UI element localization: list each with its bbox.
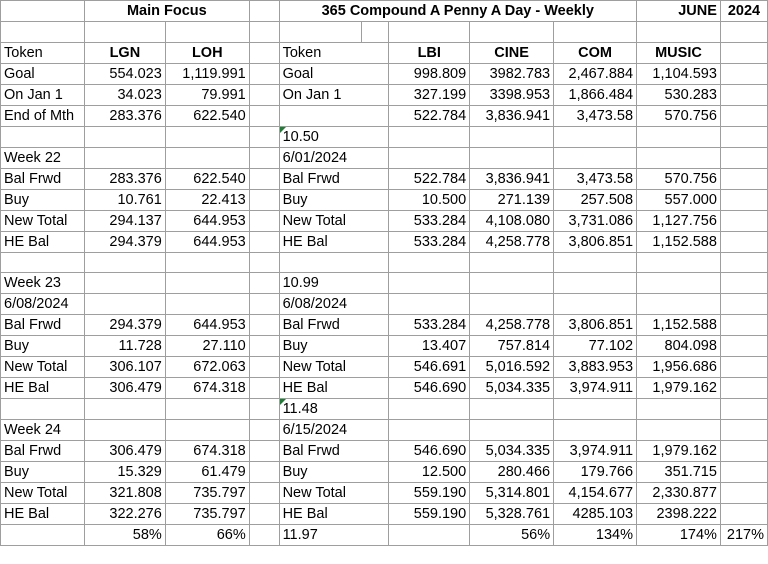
com-value[interactable]: 3,806.851 xyxy=(554,231,637,252)
music-value[interactable]: 2398.222 xyxy=(637,504,721,525)
cine-value[interactable] xyxy=(470,273,554,294)
row-label-left[interactable] xyxy=(1,525,85,546)
cell[interactable] xyxy=(720,483,767,504)
row-label-left[interactable] xyxy=(1,252,85,273)
lbi-value[interactable]: 522.784 xyxy=(389,168,470,189)
music-value[interactable]: 557.000 xyxy=(637,189,721,210)
cell[interactable] xyxy=(249,231,279,252)
music-value[interactable]: 570.756 xyxy=(637,105,721,126)
lbi-value[interactable]: 546.691 xyxy=(389,357,470,378)
lbi-value[interactable] xyxy=(389,399,470,420)
com-value[interactable]: 4,154.677 xyxy=(554,483,637,504)
lbi-value[interactable] xyxy=(389,420,470,441)
music-value[interactable] xyxy=(637,147,721,168)
lgn-value[interactable]: 294.137 xyxy=(84,210,165,231)
cell[interactable] xyxy=(249,168,279,189)
cell[interactable] xyxy=(249,210,279,231)
row-label-left[interactable]: New Total xyxy=(1,210,85,231)
cine-value[interactable]: 757.814 xyxy=(470,336,554,357)
cell[interactable] xyxy=(249,105,279,126)
cell[interactable] xyxy=(249,441,279,462)
loh-value[interactable] xyxy=(165,147,249,168)
cell[interactable] xyxy=(249,1,279,22)
cell[interactable] xyxy=(249,42,279,63)
row-label-left[interactable] xyxy=(1,399,85,420)
cine-value[interactable] xyxy=(470,399,554,420)
table-row xyxy=(1,294,768,315)
lbi-value[interactable]: 522.784 xyxy=(389,105,470,126)
loh-value[interactable]: 27.110 xyxy=(165,336,249,357)
row-label-left[interactable]: Week 22 xyxy=(1,147,85,168)
cell[interactable] xyxy=(720,84,767,105)
lgn-value[interactable]: 294.379 xyxy=(84,315,165,336)
lgn-value[interactable]: 306.479 xyxy=(84,378,165,399)
lgn-value[interactable]: 321.808 xyxy=(84,483,165,504)
music-value[interactable]: 1,979.162 xyxy=(637,378,721,399)
row-label-right[interactable]: HE Bal xyxy=(279,504,389,525)
cell[interactable] xyxy=(720,294,767,315)
lbi-value[interactable]: 10.500 xyxy=(389,189,470,210)
row-label-left[interactable] xyxy=(1,126,85,147)
lbi-value[interactable]: 327.199 xyxy=(389,84,470,105)
loh-value[interactable]: 622.540 xyxy=(165,105,249,126)
loh-value[interactable]: 66% xyxy=(165,525,249,546)
lgn-value[interactable]: 322.276 xyxy=(84,504,165,525)
row-label-right[interactable]: Bal Frwd xyxy=(279,441,389,462)
table-row xyxy=(1,210,768,231)
loh-value[interactable] xyxy=(165,420,249,441)
cell[interactable] xyxy=(720,462,767,483)
lgn-value[interactable] xyxy=(84,126,165,147)
loh-value[interactable]: 735.797 xyxy=(165,504,249,525)
cell[interactable] xyxy=(1,22,85,43)
loh-value[interactable]: 1,119.991 xyxy=(165,63,249,84)
lgn-value[interactable] xyxy=(84,420,165,441)
lbi-value[interactable]: 559.190 xyxy=(389,504,470,525)
loh-value[interactable]: 622.540 xyxy=(165,168,249,189)
cell[interactable] xyxy=(720,420,767,441)
table-row xyxy=(1,63,768,84)
lbi-value[interactable]: 533.284 xyxy=(389,210,470,231)
row-label-left[interactable]: Week 23 xyxy=(1,273,85,294)
cine-value[interactable]: 3,836.941 xyxy=(470,105,554,126)
music-value[interactable]: 1,104.593 xyxy=(637,63,721,84)
cine-value[interactable]: 3982.783 xyxy=(470,63,554,84)
cell[interactable] xyxy=(249,252,279,273)
music-value[interactable]: 1,152.588 xyxy=(637,315,721,336)
com-value[interactable] xyxy=(554,147,637,168)
loh-value[interactable] xyxy=(165,126,249,147)
loh-value[interactable]: 22.413 xyxy=(165,189,249,210)
cine-value[interactable] xyxy=(470,147,554,168)
row-label-right[interactable]: 6/15/2024 xyxy=(279,420,389,441)
com-value[interactable] xyxy=(554,126,637,147)
month-cell[interactable]: JUNE xyxy=(637,1,721,22)
table-row xyxy=(1,84,768,105)
cell[interactable] xyxy=(637,22,721,43)
lgn-header[interactable]: LGN xyxy=(84,42,165,63)
table-row xyxy=(1,126,768,147)
table-row xyxy=(1,399,768,420)
music-value[interactable]: 804.098 xyxy=(637,336,721,357)
cine-value[interactable]: 56% xyxy=(470,525,554,546)
lbi-value[interactable]: 12.500 xyxy=(389,462,470,483)
lgn-value[interactable]: 34.023 xyxy=(84,84,165,105)
row-label-left[interactable]: End of Mth xyxy=(1,105,85,126)
music-value[interactable] xyxy=(637,273,721,294)
cell[interactable] xyxy=(249,315,279,336)
row-label-right[interactable]: New Total xyxy=(279,357,389,378)
cine-value[interactable]: 271.139 xyxy=(470,189,554,210)
cine-value[interactable]: 4,108.080 xyxy=(470,210,554,231)
cell[interactable] xyxy=(720,189,767,210)
row-label-right[interactable] xyxy=(279,252,389,273)
lgn-value[interactable]: 554.023 xyxy=(84,63,165,84)
cell[interactable] xyxy=(165,22,249,43)
loh-value[interactable]: 735.797 xyxy=(165,483,249,504)
cell[interactable] xyxy=(720,252,767,273)
row-label-right[interactable]: 10.50 xyxy=(279,126,389,147)
column-header-row xyxy=(1,42,768,63)
cell[interactable] xyxy=(554,22,637,43)
lgn-value[interactable] xyxy=(84,273,165,294)
row-label-left[interactable]: New Total xyxy=(1,483,85,504)
cell[interactable] xyxy=(362,22,389,43)
music-value[interactable] xyxy=(637,252,721,273)
lbi-value[interactable]: 546.690 xyxy=(389,378,470,399)
cine-value[interactable]: 3,836.941 xyxy=(470,168,554,189)
row-label-right[interactable]: Buy xyxy=(279,189,389,210)
cine-value[interactable]: 5,314.801 xyxy=(470,483,554,504)
cell[interactable] xyxy=(720,504,767,525)
lgn-value[interactable]: 11.728 xyxy=(84,336,165,357)
music-value[interactable] xyxy=(637,294,721,315)
lbi-header[interactable]: LBI xyxy=(389,42,470,63)
table-row xyxy=(1,525,768,546)
loh-value[interactable] xyxy=(165,399,249,420)
table-row xyxy=(1,483,768,504)
loh-value[interactable]: 644.953 xyxy=(165,231,249,252)
row-label-right[interactable]: 6/01/2024 xyxy=(279,147,389,168)
lgn-value[interactable]: 294.379 xyxy=(84,231,165,252)
cell[interactable] xyxy=(249,420,279,441)
cell[interactable] xyxy=(720,105,767,126)
row-label-left[interactable]: Bal Frwd xyxy=(1,168,85,189)
com-value[interactable]: 179.766 xyxy=(554,462,637,483)
lgn-value[interactable]: 283.376 xyxy=(84,105,165,126)
table-row xyxy=(1,168,768,189)
row-label-right[interactable]: 10.99 xyxy=(279,273,389,294)
table-row xyxy=(1,231,768,252)
com-value[interactable] xyxy=(554,252,637,273)
music-value[interactable]: 351.715 xyxy=(637,462,721,483)
table-row xyxy=(1,189,768,210)
cine-value[interactable]: 5,034.335 xyxy=(470,378,554,399)
cell[interactable] xyxy=(720,126,767,147)
main-focus-title[interactable]: Main Focus xyxy=(84,1,249,22)
com-value[interactable]: 2,467.884 xyxy=(554,63,637,84)
lbi-value[interactable]: 998.809 xyxy=(389,63,470,84)
row-label-left[interactable]: HE Bal xyxy=(1,231,85,252)
cell[interactable] xyxy=(470,22,554,43)
cell[interactable] xyxy=(249,84,279,105)
row-label-right[interactable]: 11.48 xyxy=(279,399,389,420)
lbi-value[interactable] xyxy=(389,273,470,294)
cine-value[interactable]: 3398.953 xyxy=(470,84,554,105)
loh-value[interactable]: 674.318 xyxy=(165,441,249,462)
cell[interactable] xyxy=(720,147,767,168)
row-label-right[interactable]: 6/08/2024 xyxy=(279,294,389,315)
year-cell[interactable]: 2024 xyxy=(720,1,767,22)
music-value[interactable] xyxy=(637,126,721,147)
extra-value[interactable]: 217% xyxy=(720,525,767,546)
com-value[interactable]: 3,974.911 xyxy=(554,441,637,462)
cell[interactable] xyxy=(249,504,279,525)
lgn-value[interactable]: 306.479 xyxy=(84,441,165,462)
row-label-left[interactable]: On Jan 1 xyxy=(1,84,85,105)
com-value[interactable]: 3,473.58 xyxy=(554,168,637,189)
table-row xyxy=(1,462,768,483)
cell[interactable] xyxy=(720,336,767,357)
table-row xyxy=(1,273,768,294)
row-label-right[interactable]: New Total xyxy=(279,210,389,231)
row-label-left[interactable]: HE Bal xyxy=(1,378,85,399)
row-label-left[interactable]: Week 24 xyxy=(1,420,85,441)
table-row xyxy=(1,378,768,399)
cine-value[interactable]: 5,328.761 xyxy=(470,504,554,525)
loh-value[interactable]: 644.953 xyxy=(165,210,249,231)
com-value[interactable]: 4285.103 xyxy=(554,504,637,525)
cell[interactable] xyxy=(249,525,279,546)
music-value[interactable]: 1,127.756 xyxy=(637,210,721,231)
cine-value[interactable]: 280.466 xyxy=(470,462,554,483)
cell[interactable] xyxy=(720,22,767,43)
cell[interactable] xyxy=(249,147,279,168)
row-label-right[interactable]: Goal xyxy=(279,63,389,84)
lbi-value[interactable] xyxy=(389,252,470,273)
com-header[interactable]: COM xyxy=(554,42,637,63)
lgn-value[interactable] xyxy=(84,294,165,315)
row-label-right[interactable]: On Jan 1 xyxy=(279,84,389,105)
cell[interactable] xyxy=(720,231,767,252)
lbi-value[interactable] xyxy=(389,147,470,168)
music-value[interactable] xyxy=(637,420,721,441)
lbi-value[interactable] xyxy=(389,126,470,147)
lgn-value[interactable]: 10.761 xyxy=(84,189,165,210)
lbi-value[interactable]: 533.284 xyxy=(389,231,470,252)
cell[interactable] xyxy=(720,357,767,378)
cell[interactable] xyxy=(249,189,279,210)
loh-value[interactable]: 61.479 xyxy=(165,462,249,483)
com-value[interactable]: 3,974.911 xyxy=(554,378,637,399)
loh-value[interactable]: 672.063 xyxy=(165,357,249,378)
lgn-value[interactable]: 283.376 xyxy=(84,168,165,189)
table-row xyxy=(1,357,768,378)
com-value[interactable]: 3,731.086 xyxy=(554,210,637,231)
cell[interactable] xyxy=(249,462,279,483)
cell[interactable] xyxy=(1,1,85,22)
row-label-left[interactable]: Bal Frwd xyxy=(1,441,85,462)
com-value[interactable]: 77.102 xyxy=(554,336,637,357)
row-label-left[interactable]: Buy xyxy=(1,336,85,357)
lgn-value[interactable] xyxy=(84,147,165,168)
row-label-left[interactable]: New Total xyxy=(1,357,85,378)
cell[interactable] xyxy=(720,210,767,231)
com-value[interactable]: 3,806.851 xyxy=(554,315,637,336)
loh-value[interactable]: 674.318 xyxy=(165,378,249,399)
table-row xyxy=(1,504,768,525)
row-label-left[interactable]: Goal xyxy=(1,63,85,84)
cell[interactable] xyxy=(720,42,767,63)
cell[interactable] xyxy=(720,168,767,189)
cell[interactable] xyxy=(249,336,279,357)
lbi-value[interactable]: 559.190 xyxy=(389,483,470,504)
token-label-right[interactable]: Token xyxy=(279,42,389,63)
cell[interactable] xyxy=(720,273,767,294)
lgn-value[interactable] xyxy=(84,252,165,273)
com-value[interactable] xyxy=(554,420,637,441)
token-label-left[interactable]: Token xyxy=(1,42,85,63)
com-value[interactable] xyxy=(554,399,637,420)
cine-value[interactable] xyxy=(470,252,554,273)
table-row xyxy=(1,441,768,462)
cell[interactable] xyxy=(389,22,470,43)
com-value[interactable]: 257.508 xyxy=(554,189,637,210)
loh-value[interactable]: 644.953 xyxy=(165,315,249,336)
loh-value[interactable] xyxy=(165,294,249,315)
lgn-value[interactable]: 58% xyxy=(84,525,165,546)
row-label-right[interactable] xyxy=(279,105,389,126)
lbi-value[interactable] xyxy=(389,294,470,315)
row-label-right[interactable]: HE Bal xyxy=(279,378,389,399)
cell[interactable] xyxy=(720,378,767,399)
cine-value[interactable]: 4,258.778 xyxy=(470,315,554,336)
cine-value[interactable] xyxy=(470,294,554,315)
com-value[interactable]: 1,866.484 xyxy=(554,84,637,105)
row-label-left[interactable]: Buy xyxy=(1,189,85,210)
cell[interactable] xyxy=(249,273,279,294)
table-row xyxy=(1,105,768,126)
music-value[interactable] xyxy=(637,399,721,420)
cell[interactable] xyxy=(249,22,279,43)
com-value[interactable]: 3,473.58 xyxy=(554,105,637,126)
cell[interactable] xyxy=(720,441,767,462)
cell[interactable] xyxy=(249,294,279,315)
cell[interactable] xyxy=(249,483,279,504)
lbi-value[interactable]: 533.284 xyxy=(389,315,470,336)
compound-title[interactable]: 365 Compound A Penny A Day - Weekly xyxy=(279,1,636,22)
lgn-value[interactable]: 15.329 xyxy=(84,462,165,483)
title-row xyxy=(1,1,768,22)
table-row xyxy=(1,315,768,336)
cell[interactable] xyxy=(249,378,279,399)
cell[interactable] xyxy=(279,22,362,43)
com-value[interactable]: 3,883.953 xyxy=(554,357,637,378)
music-value[interactable]: 570.756 xyxy=(637,168,721,189)
cine-value[interactable]: 4,258.778 xyxy=(470,231,554,252)
lgn-value[interactable] xyxy=(84,399,165,420)
row-label-right[interactable]: Buy xyxy=(279,462,389,483)
cell[interactable] xyxy=(720,63,767,84)
loh-header[interactable]: LOH xyxy=(165,42,249,63)
cell[interactable] xyxy=(720,315,767,336)
com-value[interactable] xyxy=(554,294,637,315)
cell[interactable] xyxy=(249,126,279,147)
com-value[interactable] xyxy=(554,273,637,294)
cine-value[interactable]: 5,034.335 xyxy=(470,441,554,462)
lbi-value[interactable]: 13.407 xyxy=(389,336,470,357)
lbi-value[interactable]: 546.690 xyxy=(389,441,470,462)
row-label-left[interactable]: HE Bal xyxy=(1,504,85,525)
table-row xyxy=(1,252,768,273)
row-label-left[interactable]: Bal Frwd xyxy=(1,315,85,336)
music-value[interactable]: 1,152.588 xyxy=(637,231,721,252)
row-label-right[interactable]: Bal Frwd xyxy=(279,168,389,189)
cell[interactable] xyxy=(249,399,279,420)
cine-header[interactable]: CINE xyxy=(470,42,554,63)
spacer-row xyxy=(1,22,768,43)
table-row xyxy=(1,147,768,168)
cell[interactable] xyxy=(249,63,279,84)
cine-value[interactable]: 5,016.592 xyxy=(470,357,554,378)
cine-value[interactable] xyxy=(470,420,554,441)
loh-value[interactable]: 79.991 xyxy=(165,84,249,105)
cell[interactable] xyxy=(720,399,767,420)
table-row xyxy=(1,420,768,441)
row-label-right[interactable]: HE Bal xyxy=(279,231,389,252)
row-label-right[interactable]: 11.97 xyxy=(279,525,389,546)
table-row xyxy=(1,336,768,357)
cell[interactable] xyxy=(84,22,165,43)
row-label-left[interactable]: 6/08/2024 xyxy=(1,294,85,315)
music-value[interactable]: 2,330.877 xyxy=(637,483,721,504)
row-label-right[interactable]: New Total xyxy=(279,483,389,504)
row-label-right[interactable]: Bal Frwd xyxy=(279,315,389,336)
row-label-right[interactable]: Buy xyxy=(279,336,389,357)
music-value[interactable]: 1,979.162 xyxy=(637,441,721,462)
cine-value[interactable] xyxy=(470,126,554,147)
music-header[interactable]: MUSIC xyxy=(637,42,721,63)
music-value[interactable]: 530.283 xyxy=(637,84,721,105)
com-value[interactable]: 134% xyxy=(554,525,637,546)
loh-value[interactable] xyxy=(165,273,249,294)
music-value[interactable]: 174% xyxy=(637,525,721,546)
row-label-left[interactable]: Buy xyxy=(1,462,85,483)
lgn-value[interactable]: 306.107 xyxy=(84,357,165,378)
loh-value[interactable] xyxy=(165,252,249,273)
cell[interactable] xyxy=(249,357,279,378)
lbi-value[interactable] xyxy=(389,525,470,546)
music-value[interactable]: 1,956.686 xyxy=(637,357,721,378)
